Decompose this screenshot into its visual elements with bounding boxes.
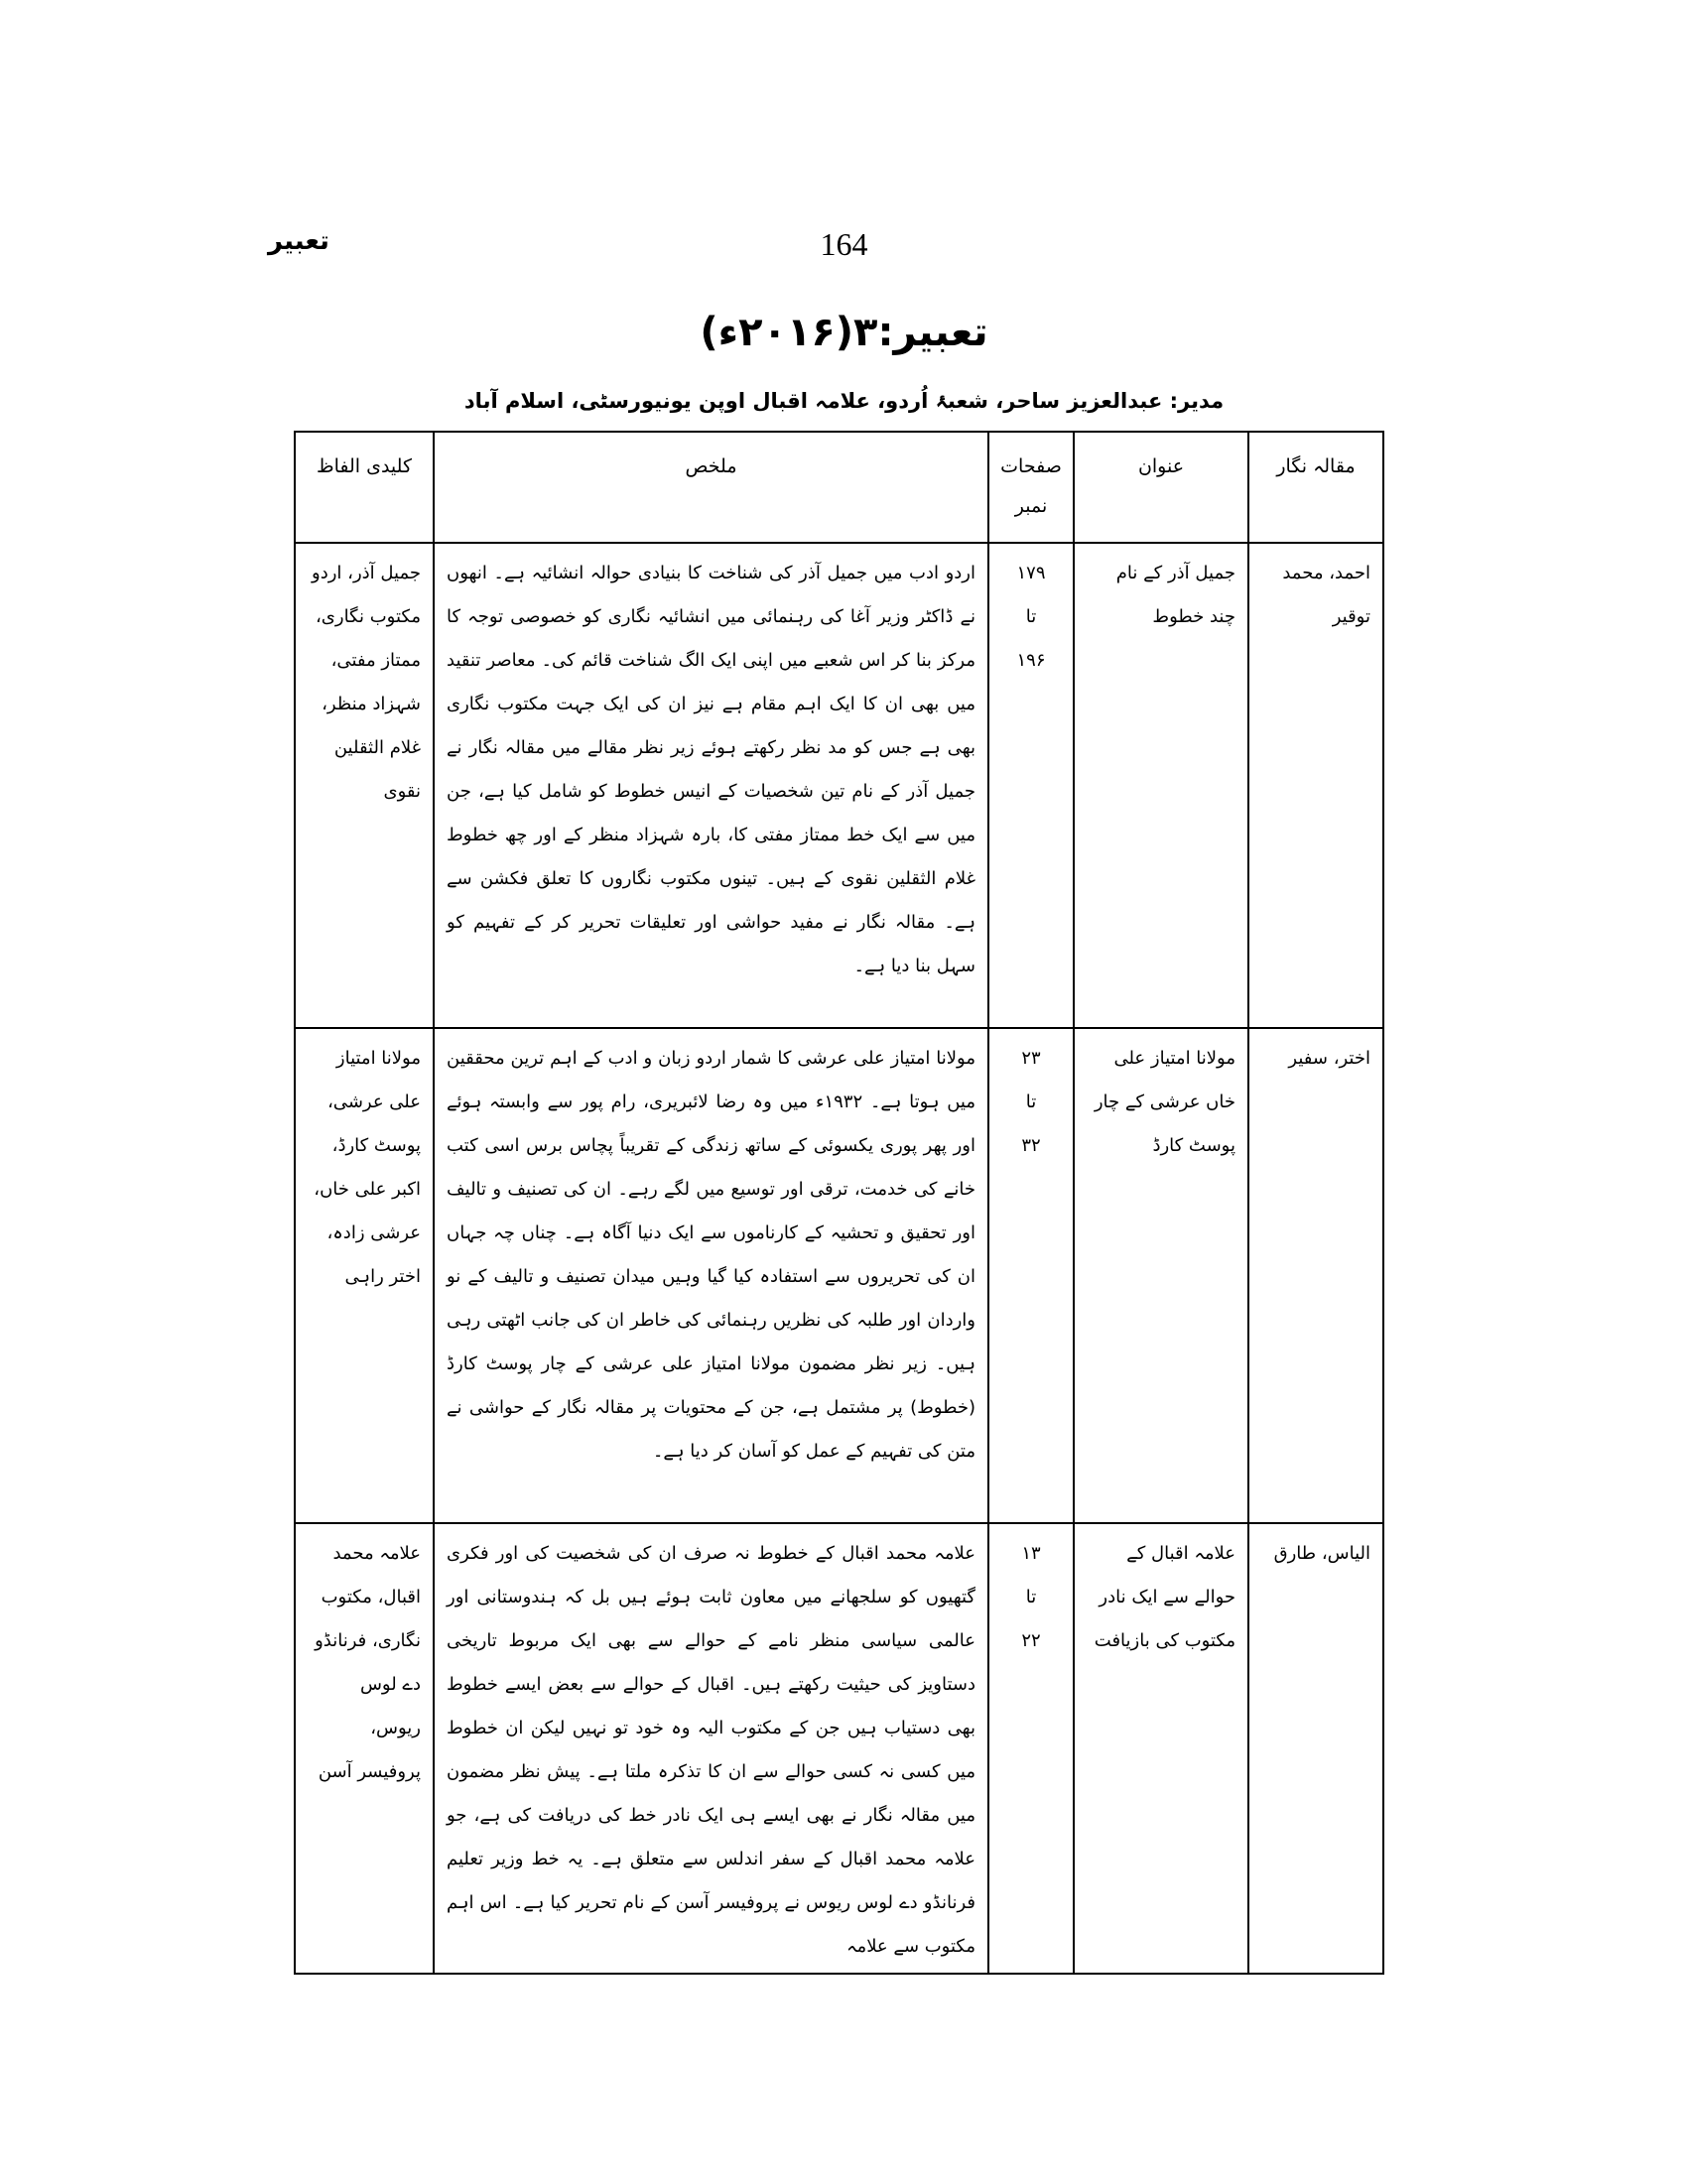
cell-pages <box>988 1523 1074 1974</box>
cell-keywords: مولانا امتیاز علی عرشی، پوسٹ کارڈ، اکبر علی خاں، عرشی زادہ، اختر راہی <box>295 1028 434 1523</box>
header-pages: صفحات نمبر <box>988 432 1074 543</box>
pages-from: ۱۷۹ <box>1016 563 1046 583</box>
journal-heading: تعبیر:۳(۲۰۱۶ء) <box>700 310 988 355</box>
cell-keywords: جمیل آذر، اردو مکتوب نگاری، ممتاز مفتی، شہزاد منظر، غلام الثقلین نقوی <box>295 543 434 1028</box>
cell-title: مولانا امتیاز علی خاں عرشی کے چار پوسٹ کارڈ <box>1074 1028 1248 1523</box>
cell-abstract: مولانا امتیاز علی عرشی کا شمار اردو زبان و ادب کے اہم ترین محققین میں ہوتا ہے۔ ۱۹۳۲ء میں وہ رضا لائبریری، رام پور سے وابستہ ہوئے اور پھر پوری یکسوئی کے ساتھ زندگی کے تقریباً پچاس برس اسی کتب خانے کی خدمت، ترقی اور توسیع میں لگے رہے۔ ان کی تصنیف و تالیف اور تحقیق و تحشیہ کے کارناموں سے ایک دنیا آگاہ ہے۔ چناں چہ جہاں ان کی تحریروں سے استفادہ کیا گیا وہیں میدان تصنیف و تالیف کے نو واردان اور طلبہ کی نظریں رہنمائی کی خاطر ان کی جانب اٹھتی رہی ہیں۔ زیر نظر مضمون مولانا امتیاز علی عرشی کے چار پوسٹ کارڈ (خطوط) پر مشتمل ہے، جن کے محتویات پر مقالہ نگار کے حواشی نے متن کی تفہیم کے عمل کو آسان کر دیا ہے۔ <box>434 1028 988 1523</box>
cell-pages <box>988 543 1074 1028</box>
cell-title: علامہ اقبال کے حوالے سے ایک نادر مکتوب کی بازیافت <box>1074 1523 1248 1974</box>
pages-separator: تا <box>1025 1092 1037 1112</box>
pages-to: ۱۹۶ <box>1016 650 1046 671</box>
index-table <box>294 431 1384 1975</box>
cell-author: اختر، سفیر <box>1248 1028 1383 1523</box>
cell-abstract: اردو ادب میں جمیل آذر کی شناخت کا بنیادی حوالہ انشائیہ ہے۔ انھوں نے ڈاکٹر وزیر آغا کی رہنمائی میں انشائیہ نگاری کو خصوصی توجہ کا مرکز بنا کر اس شعبے میں اپنی ایک الگ شناخت قائم کی۔ معاصر تنقید میں بھی ان کا ایک اہم مقام ہے نیز ان کی ایک جہت مکتوب نگاری بھی ہے جس کو مد نظر رکھتے ہوئے زیر نظر مقالے میں مقالہ نگار نے جمیل آذر کے نام تین شخصیات کے انیس خطوط کو شامل کیا ہے، جن میں سے ایک خط ممتاز مفتی کا، بارہ شہزاد منظر کے اور چھ خطوط غلام الثقلین نقوی کے ہیں۔ تینوں مکتوب نگاروں کا تعلق فکشن سے ہے۔ مقالہ نگار نے مفید حواشی اور تعلیقات تحریر کر کے تفہیم کو سہل بنا دیا ہے۔ <box>434 543 988 1028</box>
cell-title: جمیل آذر کے نام چند خطوط <box>1074 543 1248 1028</box>
pages-separator: تا <box>1025 1587 1037 1607</box>
header-title: عنوان <box>1074 432 1248 543</box>
editor-line: مدیر: عبدالعزیز ساحر، شعبۂ اُردو، علامہ اقبال اوپن یونیورسٹی، اسلام آباد <box>463 389 1225 413</box>
table-row <box>295 543 1383 1028</box>
cell-pages <box>988 1028 1074 1523</box>
cell-keywords: علامہ محمد اقبال، مکتوب نگاری، فرنانڈو دے لوس ریوس، پروفیسر آسن <box>295 1523 434 1974</box>
pages-separator: تا <box>1025 606 1037 627</box>
pages-from: ۱۳ <box>1021 1543 1041 1564</box>
cell-author: الیاس، طارق <box>1248 1523 1383 1974</box>
pages-to: ۳۲ <box>1021 1135 1041 1156</box>
pages-from: ۲۳ <box>1021 1048 1041 1069</box>
page-number: 164 <box>820 226 868 262</box>
header-keywords: کلیدی الفاظ <box>295 432 434 543</box>
running-head: تعبیر <box>268 226 329 256</box>
cell-author: احمد، محمد توقیر <box>1248 543 1383 1028</box>
header-abstract: ملخص <box>434 432 988 543</box>
table-row <box>295 1523 1383 1974</box>
table-header-row <box>295 432 1383 543</box>
table-row <box>295 1028 1383 1523</box>
cell-abstract: علامہ محمد اقبال کے خطوط نہ صرف ان کی شخصیت کی اور فکری گتھیوں کو سلجھانے میں معاون ثابت ہوئے ہیں بل کہ ہندوستانی اور عالمی سیاسی منظر نامے کے حوالے سے بھی ایک مربوط تاریخی دستاویز کی حیثیت رکھتے ہیں۔ اقبال کے حوالے سے بعض ایسے خطوط بھی دستیاب ہیں جن کے مکتوب الیہ وہ خود تو نہیں لیکن ان خطوط میں کسی نہ کسی حوالے سے ان کا تذکرہ ملتا ہے۔ پیش نظر مضمون میں مقالہ نگار نے بھی ایسے ہی ایک نادر خط کی دریافت کی ہے، جو علامہ محمد اقبال کے سفر اندلس سے متعلق ہے۔ یہ خط وزیر تعلیم فرنانڈو دے لوس ریوس نے پروفیسر آسن کے نام تحریر کیا ہے۔ اس اہم مکتوب سے علامہ <box>434 1523 988 1974</box>
header-author: مقالہ نگار <box>1248 432 1383 543</box>
pages-to: ۲۲ <box>1021 1630 1041 1651</box>
